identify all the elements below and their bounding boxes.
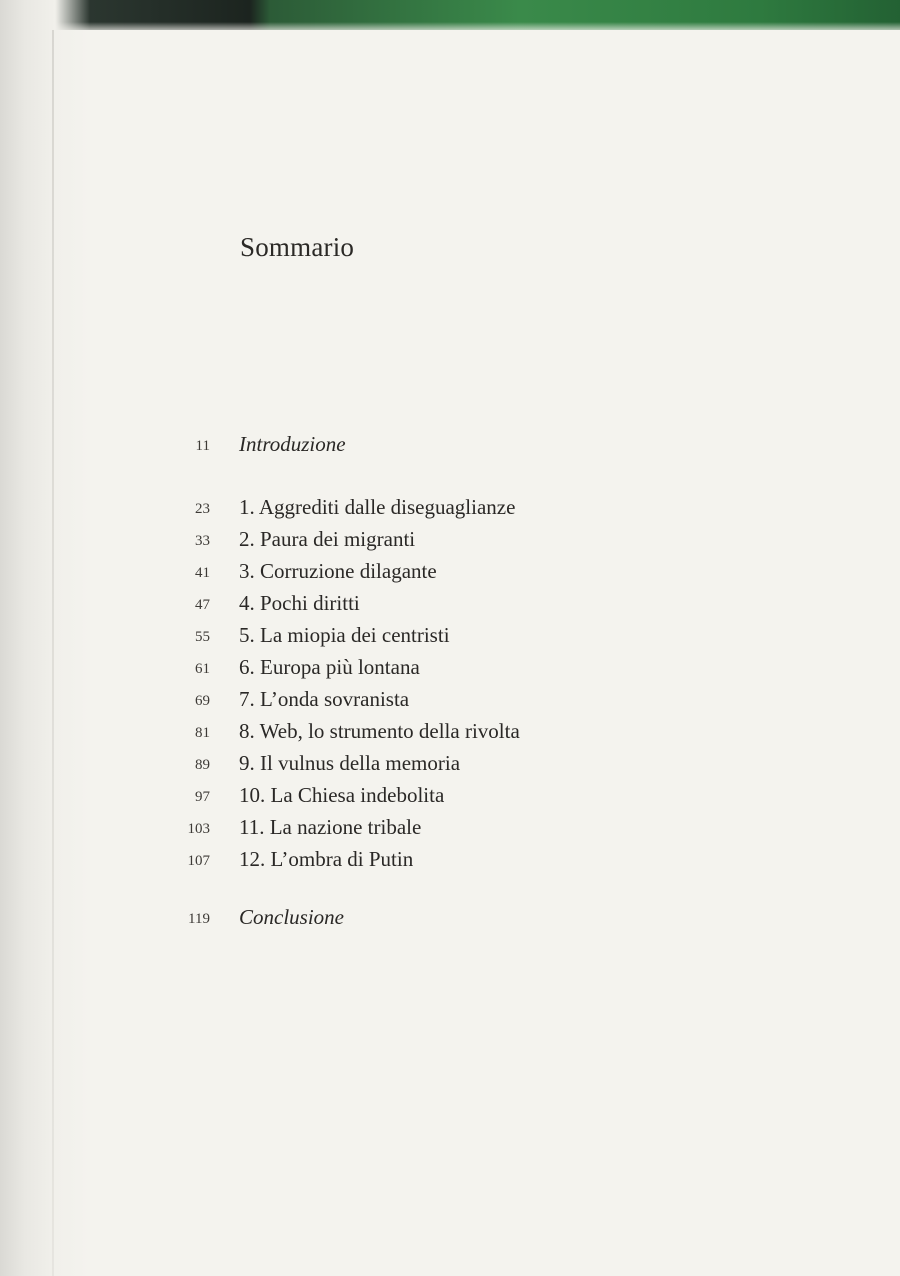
toc-entry-title: 3. Corruzione dilagante	[239, 559, 437, 583]
toc-page-number: 119	[188, 911, 210, 927]
toc-entry-chapter-2	[160, 524, 760, 554]
toc-page-number: 47	[195, 597, 210, 613]
toc-page-number: 89	[195, 757, 210, 773]
toc-entry-title: Introduzione	[239, 432, 346, 456]
toc-entry-chapter-5	[160, 620, 760, 650]
toc-page-number: 103	[187, 821, 210, 837]
toc-entry-title: 10. La Chiesa indebolita	[239, 783, 445, 807]
toc-entry-title: 12. L’ombra di Putin	[239, 847, 414, 871]
toc-page-number: 55	[195, 629, 210, 645]
toc-page-number: 33	[195, 533, 210, 549]
toc-entry-introduzione	[160, 429, 760, 459]
toc-entry-chapter-7	[160, 684, 760, 714]
toc-page-number: 97	[195, 789, 210, 805]
page-title: Sommario	[240, 232, 355, 262]
toc-page-number: 81	[195, 725, 210, 741]
toc-entry-title: 8. Web, lo strumento della rivolta	[239, 719, 520, 743]
toc-entry-chapter-8	[160, 716, 760, 746]
toc-page-number: 69	[195, 693, 210, 709]
toc-entry-title: 5. La miopia dei centristi	[239, 623, 450, 647]
toc-entry-title: 4. Pochi diritti	[239, 591, 360, 615]
toc-page-number: 11	[195, 438, 210, 454]
toc-entry-title: 1. Aggrediti dalle diseguaglianze	[239, 495, 516, 519]
toc-page-number: 41	[195, 565, 210, 581]
toc-entry-chapter-12	[160, 844, 760, 874]
toc-page-number: 61	[195, 661, 210, 677]
toc-entry-title: 9. Il vulnus della memoria	[239, 751, 461, 775]
toc-entry-title: 7. L’onda sovranista	[239, 687, 410, 711]
toc-entry-title: 2. Paura dei migranti	[239, 527, 416, 551]
toc-entry-title: 11. La nazione tribale	[239, 815, 422, 839]
toc-entry-title: 6. Europa più lontana	[239, 655, 420, 679]
toc-entry-chapter-1	[160, 492, 760, 522]
toc-entry-chapter-3	[160, 556, 760, 586]
toc-page-number: 23	[195, 501, 210, 517]
toc-entry-chapter-6	[160, 652, 760, 682]
toc-page-number: 107	[187, 853, 210, 869]
toc-entry-chapter-4	[160, 588, 760, 618]
toc-entry-chapter-11	[160, 812, 760, 842]
toc-entry-chapter-10	[160, 780, 760, 810]
toc-entry-conclusione	[160, 902, 760, 932]
toc-entry-chapter-9	[160, 748, 760, 778]
toc-entry-title: Conclusione	[239, 905, 344, 929]
